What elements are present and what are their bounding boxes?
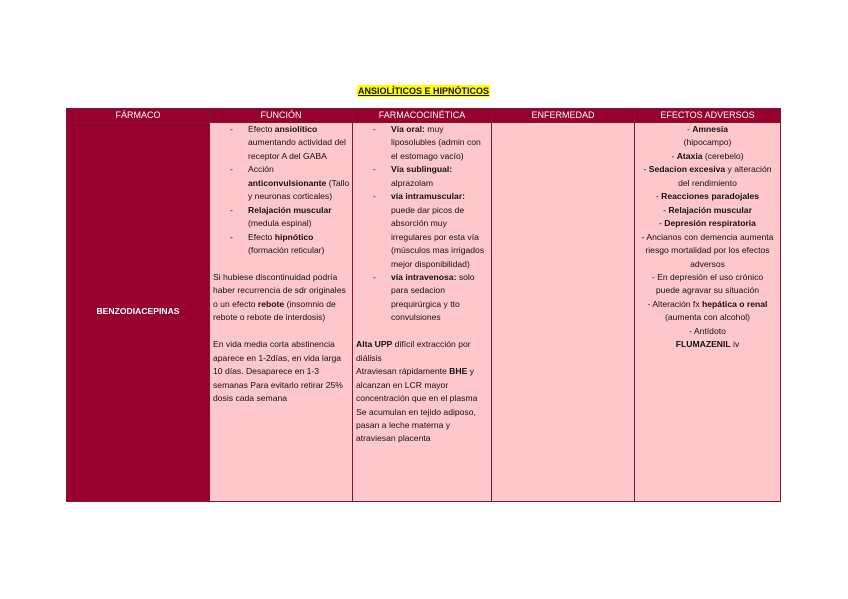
list-item: - Efecto hipnótico (formación reticular) — [210, 231, 352, 258]
list-item: - Vía oral: muy liposolubles (admin con el estomago vacío) — [353, 123, 491, 163]
header-funcion: FUNCIÓN — [210, 109, 353, 123]
list-item: - Relajación muscular (medula espinal) — [210, 204, 352, 231]
list-item: - Acción anticonvulsionante (Tallo y neuronas corticales) — [210, 163, 352, 203]
drug-name-cell: BENZODIACEPINAS — [67, 123, 210, 502]
list-item: - vía intravenosa: solo para sedacion prequirúrgica y tto convulsiones — [353, 271, 491, 325]
list-item: FLUMAZENIL iv — [675, 339, 740, 350]
list-item: - Antídoto — [689, 325, 726, 336]
upp-paragraph: Alta UPP difícil extracción por diálisis — [356, 339, 471, 363]
funcion-cell — [210, 123, 353, 502]
efectos-adversos-cell — [635, 123, 781, 502]
tejido-paragraph: Se acumulan en tejido adiposo, pasan a leche materna y atraviesan placenta — [356, 406, 476, 444]
list-item: - vía intramuscular: puede dar picos de absorción muy irregulares por esta vía (músculos mas irrigados mejor disponibilidad) — [353, 190, 491, 271]
header-enfermedad: ENFERMEDAD — [492, 109, 635, 123]
list-item: - Efecto ansiolítico aumentando actividad del receptor A del GABA — [210, 123, 352, 163]
funcion-effects-list — [210, 123, 352, 258]
abstinencia-paragraph: En vida media corta abstinencia aparece en 1-2días, en vida larga 10 días. Desaparece en 1-3 semanas Para evitarlo retirar 25% dosis cada semana — [213, 339, 343, 404]
list-item: - En depresión el uso crónico puede agravar su situación — [651, 271, 764, 296]
header-row — [67, 109, 781, 123]
header-farmacocinetica: FARMACOCINÉTICA — [353, 109, 492, 123]
list-item: - Relajación muscular — [663, 204, 752, 215]
list-item: - Amnesia — [686, 124, 729, 134]
list-item-note: (hipocampo) — [683, 137, 732, 148]
header-efectos-adversos: EFECTOS ADVERSOS — [635, 109, 781, 123]
bhe-paragraph: Atraviesan rápidamente BHE y alcanzan en LCR mayor concentración que en el plasma — [356, 366, 478, 404]
list-item: - Vía sublingual: alprazolam — [353, 163, 491, 190]
header-farmaco: FÁRMACO — [67, 109, 210, 123]
enfermedad-cell — [492, 123, 635, 502]
rebote-paragraph: Si hubiese discontinuidad podría haber recurrencia de sdr originales o un efecto rebote (insomnio de rebote o rebote de interdosis) — [213, 271, 346, 323]
list-item: - Ancianos con demencia aumenta riesgo mortalidad por los efectos adversos — [641, 231, 774, 269]
farmacocinetica-cell — [353, 123, 492, 502]
adverse-effects-list — [635, 123, 780, 352]
list-item: - Ataxia (cerebelo) — [671, 150, 744, 161]
list-item: - Reacciones paradojales — [655, 191, 760, 202]
table-row — [67, 123, 781, 502]
list-item: - Depresión respiratoria — [659, 218, 756, 229]
routes-list — [353, 123, 491, 325]
drug-table — [66, 108, 781, 502]
page-title: ANSIOLÍTICOS E HIPNÓTICOS — [358, 86, 490, 96]
list-item: - Alteración fx hepática o renal (aumenta con alcohol) — [647, 298, 768, 323]
list-item: - Sedacion excesiva y alteración del rendimiento — [643, 164, 772, 188]
